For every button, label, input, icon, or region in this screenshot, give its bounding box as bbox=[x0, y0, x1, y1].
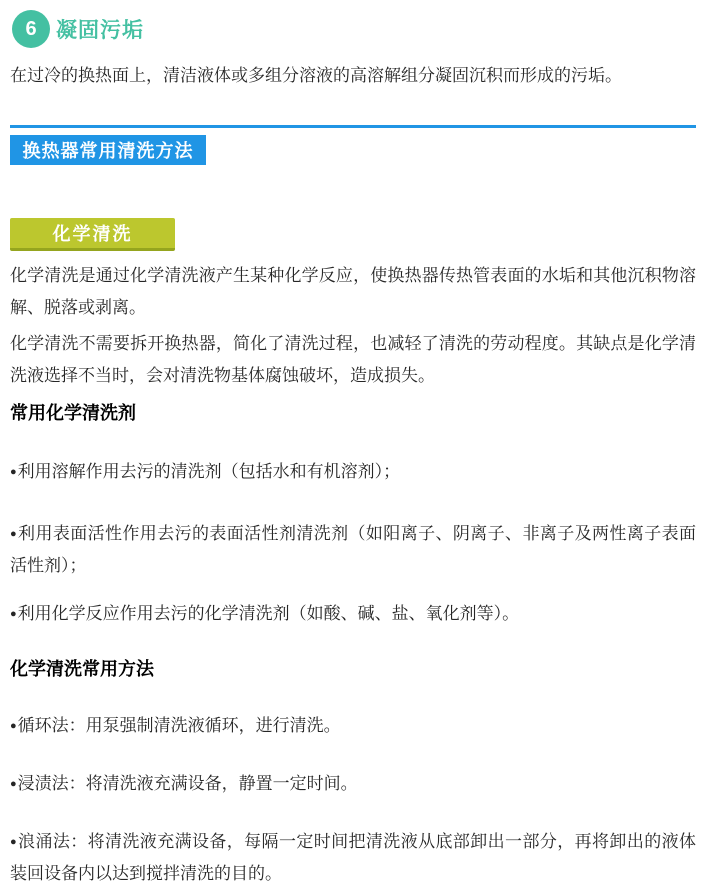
bullet-icon: ● bbox=[10, 720, 17, 732]
method-item-text: 浪涌法：将清洗液充满设备，每隔一定时间把清洗液从底部卸出一部分，再将卸出的液体装回设备内以达到搅拌清洗的目的。 bbox=[10, 832, 696, 883]
section-banner: 换热器常用清洗方法 bbox=[10, 135, 206, 165]
agent-item-text: 利用表面活性作用去污的表面活性剂清洗剂（如阳离子、阴离子、非离子及两性离子表面活性剂）； bbox=[10, 524, 696, 575]
method-item bbox=[10, 826, 696, 890]
agent-item bbox=[10, 598, 696, 630]
agents-heading: 常用化学清洗剂 bbox=[10, 403, 136, 423]
method-item bbox=[10, 710, 696, 742]
agent-item-text: 利用化学反应作用去污的化学清洗剂（如酸、碱、盐、氧化剂等）。 bbox=[17, 604, 520, 623]
chemical-paragraph-2: 化学清洗不需要拆开换热器，简化了清洗过程，也减轻了清洗的劳动程度。其缺点是化学清洗液选择不当时，会对清洗物基体腐蚀破坏，造成损失。 bbox=[10, 334, 696, 385]
methods-heading: 化学清洗常用方法 bbox=[10, 659, 154, 679]
bullet-icon: ● bbox=[10, 836, 18, 848]
bullet-icon: ● bbox=[10, 528, 18, 540]
chemical-cleaning-badge: 化学清洗 bbox=[10, 218, 175, 251]
section-title: 凝固污垢 bbox=[56, 19, 144, 42]
intro-paragraph: 在过冷的换热面上，清洁液体或多组分溶液的高溶解组分凝固沉积而形成的污垢。 bbox=[10, 66, 622, 85]
bullet-icon: ● bbox=[10, 778, 17, 790]
blue-divider bbox=[10, 125, 696, 128]
method-item-text: 浸渍法：将清洗液充满设备，静置一定时间。 bbox=[17, 774, 358, 793]
method-item-text: 循环法：用泵强制清洗液循环，进行清洗。 bbox=[17, 716, 341, 735]
section-header bbox=[12, 10, 696, 48]
bullet-icon: ● bbox=[10, 608, 17, 620]
section-number-badge: 6 bbox=[12, 10, 50, 48]
agent-item bbox=[10, 456, 696, 488]
agent-item bbox=[10, 518, 696, 582]
method-item bbox=[10, 768, 696, 800]
bullet-icon: ● bbox=[10, 466, 17, 478]
chemical-paragraph-1: 化学清洗是通过化学清洗液产生某种化学反应，使换热器传热管表面的水垢和其他沉积物溶解、脱落或剥离。 bbox=[10, 266, 696, 317]
agent-item-text: 利用溶解作用去污的清洗剂（包括水和有机溶剂）； bbox=[17, 462, 401, 481]
